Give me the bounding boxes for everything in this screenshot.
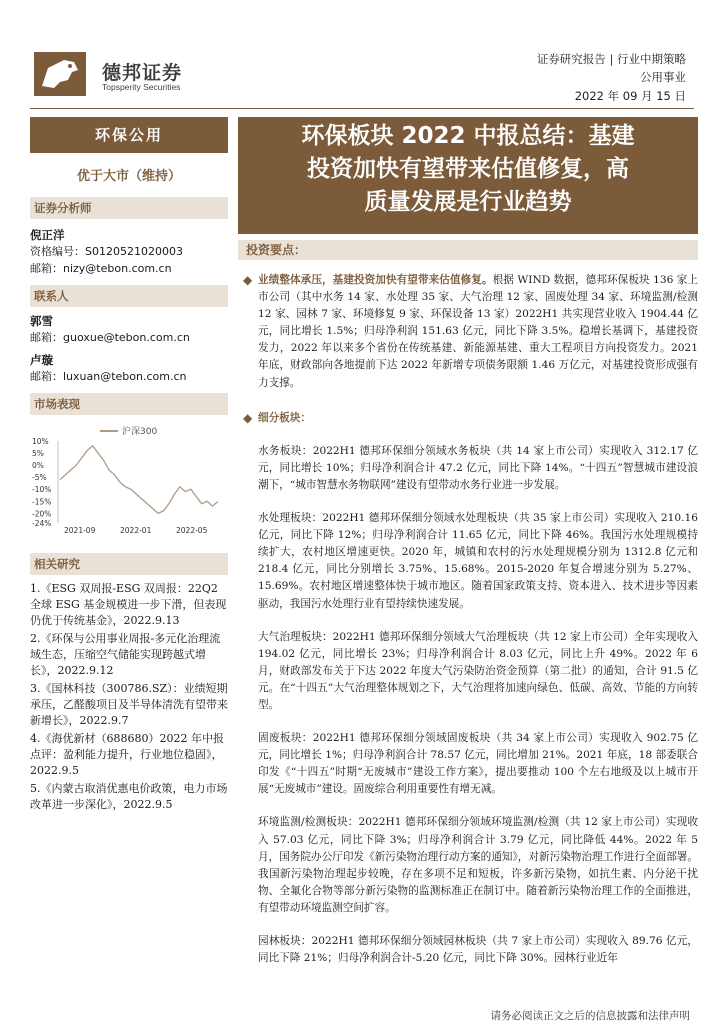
y-tick-label: 10% <box>32 437 49 446</box>
title-line: 环保板块 2022 中报总结：基建 <box>301 123 635 149</box>
report-meta <box>537 50 686 86</box>
bullet-title: 细分板块： <box>258 411 311 424</box>
sidebar <box>30 117 228 813</box>
x-tick-label: 2022-01 <box>120 526 152 535</box>
bullet-segments <box>243 410 698 427</box>
segment-paragraph: 大气治理板块：2022H1 德邦环保细分领域大气治理板块（共 12 家上市公司）全年实现收入 194.02 亿元，同比增长 23%；归母净利润合计 8.03 亿元，同比上升 49%。2022 年 6 月，财政部发布关于下达 2022 年度大气污染防治资金预算（第二批）的通知，合计 91.5 亿元。在“十四五”大气治理整体规划之下，大气治理将加速向绿色、低碳、高效、节能的方向转型。 <box>258 630 698 711</box>
rating-label: 优于大市（维持） <box>76 169 181 184</box>
analyst-email[interactable]: 邮箱：nizy@tebon.com.cn <box>30 262 172 275</box>
analyst-name: 倪正洋 <box>30 228 65 242</box>
sector-label: 环保公用 <box>30 117 228 153</box>
x-tick-label: 2022-05 <box>176 526 208 535</box>
x-tick-label: 2021-09 <box>64 526 96 535</box>
bullet-performance <box>243 272 699 392</box>
key-points-head: 投资要点： <box>238 240 698 260</box>
bullet-dot-icon: ◆ <box>243 273 253 287</box>
logo-text-en: Topsperity Securities <box>102 82 181 92</box>
title-line: 投资加快有望带来估值修复，高 <box>307 156 629 182</box>
contact-name: 郭雪 <box>30 314 53 328</box>
contact-email[interactable]: 邮箱：luxuan@tebon.com.cn <box>30 370 187 383</box>
contact-email[interactable]: 邮箱：guoxue@tebon.com.cn <box>30 331 190 344</box>
research-item[interactable]: 2.《环保与公用事业周报-多元化治理流域生态，压缩空气储能实现跨越式增长》，2022.9.12 <box>30 632 221 677</box>
analyst-section-head: 证券分析师 <box>30 197 228 219</box>
report-industry: 公用事业 <box>640 70 686 84</box>
header-divider <box>30 108 694 109</box>
company-logo-icon <box>34 52 86 96</box>
report-date: 2022 年 09 月 15 日 <box>574 89 686 103</box>
research-item[interactable]: 5.《内蒙古取消优惠电价政策，电力市场改革进一步深化》，2022.9.5 <box>30 782 228 811</box>
y-tick-label: 0% <box>32 461 44 471</box>
contact-name: 卢璇 <box>30 353 53 367</box>
segment-paragraph: 环境监测/检测板块：2022H1 德邦环保细分领域环境监测/检测（共 12 家上市公司）实现收入 57.03 亿元，同比下降 3%；归母净利润合计 3.79 亿元，同比降低 44%。2022 年 5 月，国务院办公厅印发《新污染物治理行动方案的通知》，对新污染物治理工作进行全面部署。我国新污染物治理起步较晚，存在多项不足和短板，许多新污染物，如抗生素、内分泌干扰物、全氟化合物等部分新污染物的监测标准正在制订中。随着新污染物治理工作的全面推进，有望带动环境监测空间扩容。 <box>258 816 698 914</box>
report-title <box>238 117 698 234</box>
y-tick-label: -10% <box>32 485 52 495</box>
legend-label: 沪深300 <box>122 427 158 437</box>
research-item[interactable]: 3.《国林科技（300786.SZ）：业绩短期承压，乙醛酸项目及半导体清洗有望带来新增长》，2022.9.7 <box>30 682 228 727</box>
logo-text-cn: 德邦证券 <box>102 62 183 84</box>
contacts-section-head: 联系人 <box>30 285 228 307</box>
segment-paragraph: 水务板块：2022H1 德邦环保细分领域水务板块（共 14 家上市公司）实现收入 312.17 亿元，同比增长 10%；归母净利润合计 47.2 亿元，同比下降 14%。“十四五”智慧城市建设浪潮下，“城市智慧水务物联网”建设有望带动水务行业进一步发展。 <box>258 444 698 491</box>
report-body <box>243 272 699 967</box>
y-tick-label: -15% <box>32 497 52 507</box>
bullet-dot-icon: ◆ <box>243 410 253 425</box>
y-tick-label: -5% <box>32 473 47 483</box>
bullet-text: 根据 WIND 数据，德邦环保板块 136 家上市公司（其中水务 14 家、水处理 35 家、大气治理 12 家、固废处理 34 家、环境监测/检测 12 家、园林 7 家、环境修复 9 家、环保设备 13 家）2022H1 共实现营业收入 1904.44 亿元，同比增长 1.5%；归母净利润 151.63 亿元，同比下降 3.5%。稳增长基调下，基建投资发力，2022 年以来多个省份在传统基建、新能源基建、重大工程项目方向投资发力。2021 年底，财政部向各地提前下达 2022 年新增专项债务限额 1.46 万亿元，对基建投资形成强有力支撑。 <box>258 274 699 389</box>
footer-disclaimer: 请务必阅读正文之后的信息披露和法律声明 <box>490 1010 690 1022</box>
bullet-title: 业绩整体承压，基建投资加快有望带来估值修复。 <box>258 274 493 286</box>
y-tick-label: -24% <box>32 519 52 528</box>
research-item[interactable]: 1.《ESG 双周报-ESG 双周报：22Q2 全球 ESG 基金规模进一步下滑，但表现仍优于传统基金》，2022.9.13 <box>30 582 227 627</box>
market-chart <box>30 419 228 539</box>
research-item[interactable]: 4.《海优新材（688680）2022 年中报点评：盈利能力提升，行业地位稳固》，2022.9.5 <box>30 732 224 777</box>
series-line-hs300 <box>60 446 218 514</box>
market-section-head: 市场表现 <box>30 393 228 415</box>
y-tick-label: -20% <box>32 509 52 519</box>
segment-paragraph: 园林板块：2022H1 德邦环保细分领域园林板块（共 7 家上市公司）实现收入 89.76 亿元，同比下降 21%；归母净利润合计-5.20 亿元，同比下降 30%。园林行业近年 <box>258 935 698 965</box>
report-type: 证券研究报告 | 行业中期策略 <box>536 52 686 66</box>
analyst-cert: 资格编号：S0120521020003 <box>30 245 183 258</box>
research-list <box>30 581 228 813</box>
research-section-head: 相关研究 <box>30 553 228 575</box>
segment-paragraph: 水处理板块：2022H1 德邦环保细分领域水处理板块（共 35 家上市公司）实现收入 210.16 亿元，同比下降 12%；归母净利润合计 11.65 亿元，同比下降 46%。我国污水处理规模持续扩大，农村地区增速更快。2020 年，城镇和农村的污水处理规模分别为 1312.8 亿元和 218.4 亿元，同比分别增长 3.75%、15.68%。2015-2020 年复合增速分别为 5.27%、15.69%。农村地区增速整体快于城市地区。随着国家政策支持、资本进入、技术进步等因素驱动，我国污水处理行业有望持续快速发展。 <box>258 512 698 610</box>
y-tick-label: 5% <box>32 449 44 459</box>
market-line-chart <box>30 419 228 539</box>
title-line: 质量发展是行业趋势 <box>364 189 572 215</box>
segment-paragraph: 固废板块：2022H1 德邦环保细分领域固废板块（共 34 家上市公司）实现收入 902.75 亿元，同比增长 1%；归母净利润合计 78.57 亿元，同比增加 21%。2021 年底，18 部委联合印发《“十四五”时期“无废城市”建设工作方案》，提出要推动 100 个左右地级及以上城市开展“无废城市”建设。固废综合利用重要性有增无减。 <box>258 732 698 796</box>
